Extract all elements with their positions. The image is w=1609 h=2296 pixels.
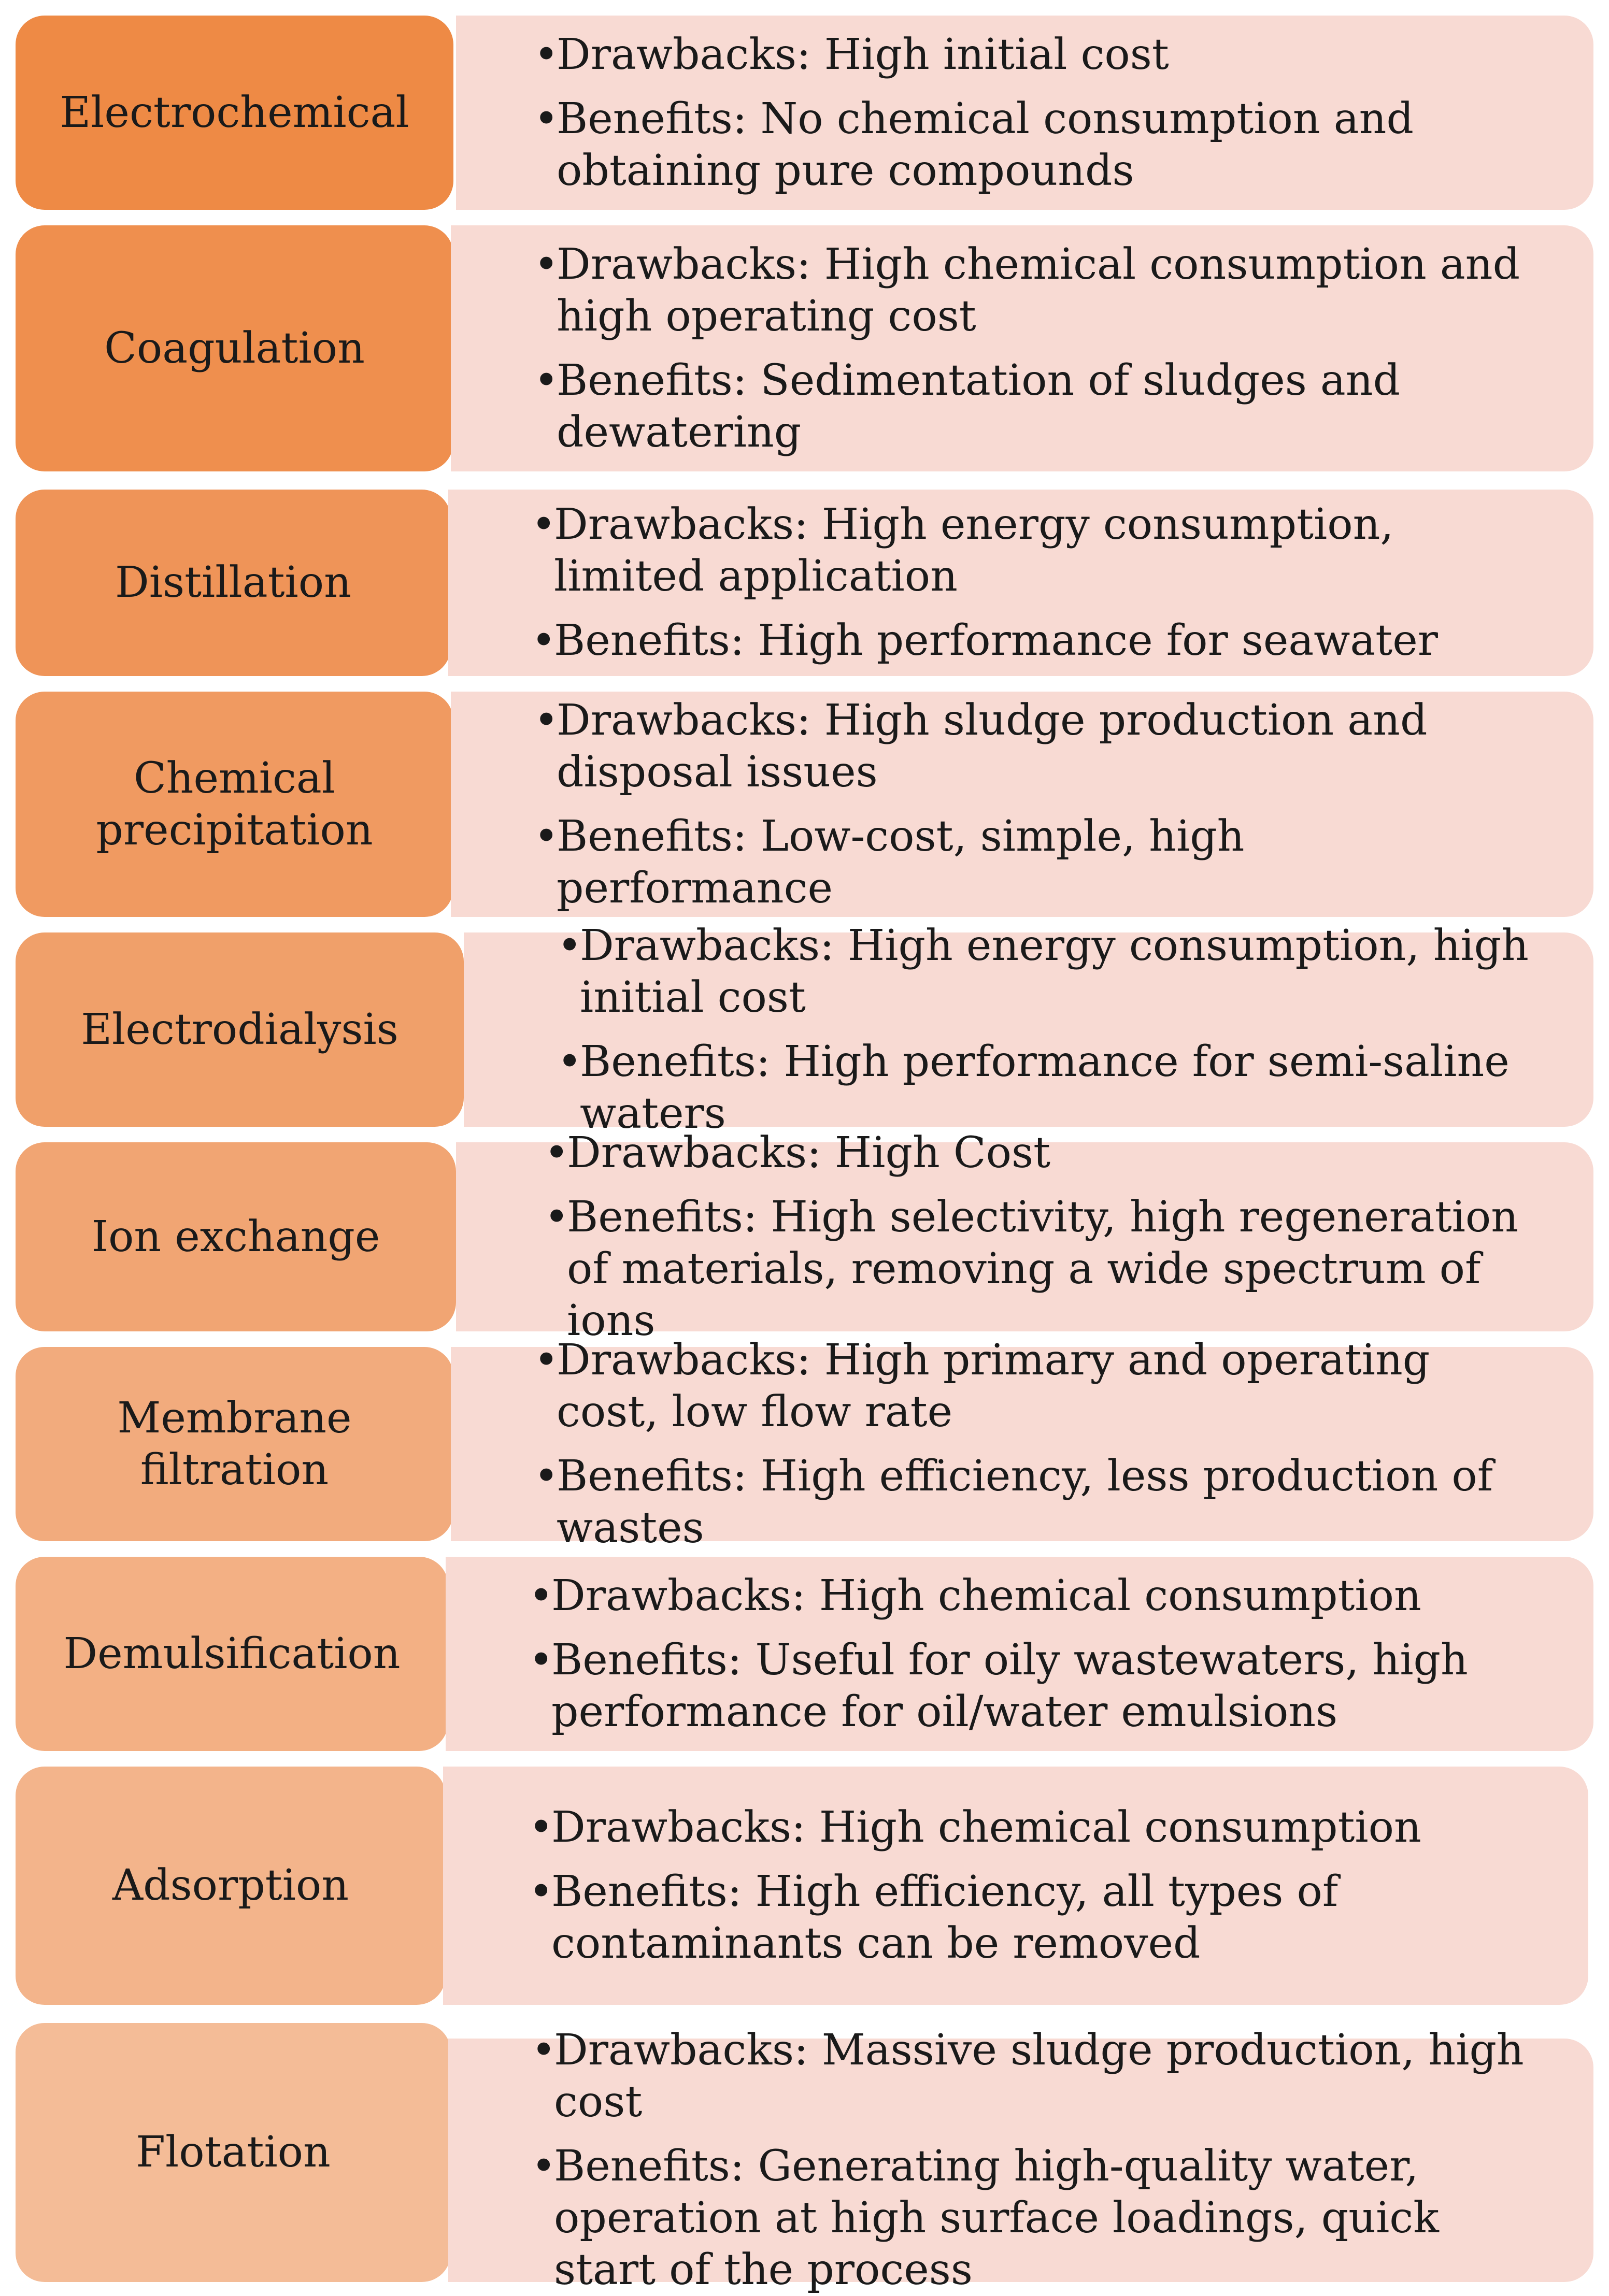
method-name: Electrochemical bbox=[60, 88, 409, 137]
drawbacks-text: • Drawbacks: High chemical consumption bbox=[529, 1570, 1531, 1622]
method-row-electrochemical bbox=[0, 16, 1609, 210]
method-details bbox=[451, 1335, 1593, 1553]
drawbacks-text: • Drawbacks: High primary and operating cost, low flow rate bbox=[534, 1334, 1531, 1438]
method-details bbox=[448, 490, 1593, 676]
drawbacks-text: • Drawbacks: High initial cost bbox=[534, 29, 1531, 81]
method-details bbox=[451, 692, 1593, 917]
benefits-text: • Benefits: High selectivity, high regeneration of materials, removing a wide spectrum of ions bbox=[544, 1192, 1531, 1347]
benefits-text: • Benefits: High efficiency, all types of contaminants can be removed bbox=[529, 1866, 1526, 1970]
method-details bbox=[446, 1557, 1593, 1751]
method-details bbox=[443, 1767, 1588, 2005]
method-row-demulsification bbox=[0, 1557, 1609, 1751]
method-details bbox=[456, 16, 1593, 210]
benefits-text: • Benefits: No chemical consumption and obtaining pure compounds bbox=[534, 93, 1531, 197]
method-name: Flotation bbox=[136, 2128, 331, 2177]
method-name: Coagulation bbox=[104, 323, 365, 373]
benefits-text: • Benefits: High performance for semi-saline waters bbox=[557, 1036, 1531, 1140]
method-box bbox=[16, 490, 451, 676]
benefits-text: • Benefits: Generating high-quality water, operation at high surface loadings, quick start of the process bbox=[531, 2141, 1542, 2296]
method-details bbox=[451, 225, 1593, 471]
method-row-membrane-filtration bbox=[0, 1335, 1609, 1553]
method-details bbox=[456, 1128, 1593, 1345]
method-box bbox=[16, 1557, 448, 1751]
method-name: Membrane filtration bbox=[117, 1393, 352, 1495]
method-name: Ion exchange bbox=[91, 1212, 380, 1261]
method-row-flotation bbox=[0, 2023, 1609, 2294]
method-row-ion-exchange bbox=[0, 1128, 1609, 1345]
method-name: Electrodialysis bbox=[81, 1005, 398, 1054]
method-row-distillation bbox=[0, 490, 1609, 676]
method-name: Distillation bbox=[115, 558, 351, 607]
benefits-text: • Benefits: Low-cost, simple, high performance bbox=[534, 811, 1531, 914]
method-box bbox=[16, 932, 464, 1127]
method-box bbox=[16, 16, 453, 210]
method-box bbox=[16, 225, 453, 471]
benefits-text: • Benefits: Useful for oily wastewaters, high performance for oil/water emulsions bbox=[529, 1634, 1531, 1738]
benefits-text: • Benefits: Sedimentation of sludges and dewatering bbox=[534, 355, 1531, 458]
drawbacks-text: • Drawbacks: Massive sludge production, high cost bbox=[531, 2025, 1542, 2128]
method-box bbox=[16, 1142, 456, 1331]
benefits-text: • Benefits: High efficiency, less production of wastes bbox=[534, 1451, 1531, 1554]
method-row-electrodialysis bbox=[0, 921, 1609, 1138]
drawbacks-text: • Drawbacks: High chemical consumption bbox=[529, 1802, 1526, 1854]
method-details bbox=[464, 921, 1593, 1138]
method-name: Adsorption bbox=[112, 1861, 349, 1910]
method-details bbox=[448, 2026, 1593, 2294]
drawbacks-text: • Drawbacks: High sludge production and disposal issues bbox=[534, 695, 1531, 798]
method-row-chemical-precipitation bbox=[0, 692, 1609, 917]
method-name: Demulsification bbox=[63, 1629, 401, 1678]
method-box bbox=[16, 1767, 446, 2005]
drawbacks-text: • Drawbacks: High energy consumption, limited application bbox=[531, 499, 1531, 602]
method-box bbox=[16, 1347, 453, 1541]
drawbacks-text: • Drawbacks: High chemical consumption and high operating cost bbox=[534, 239, 1531, 342]
drawbacks-text: • Drawbacks: High energy consumption, high initial cost bbox=[557, 920, 1531, 1024]
method-row-coagulation bbox=[0, 225, 1609, 471]
drawbacks-text: • Drawbacks: High Cost bbox=[544, 1127, 1531, 1179]
method-name: Chemical precipitation bbox=[96, 753, 373, 855]
method-box bbox=[16, 692, 453, 917]
method-box bbox=[16, 2023, 451, 2282]
method-row-adsorption bbox=[0, 1767, 1609, 2005]
benefits-text: • Benefits: High performance for seawater bbox=[531, 615, 1531, 667]
